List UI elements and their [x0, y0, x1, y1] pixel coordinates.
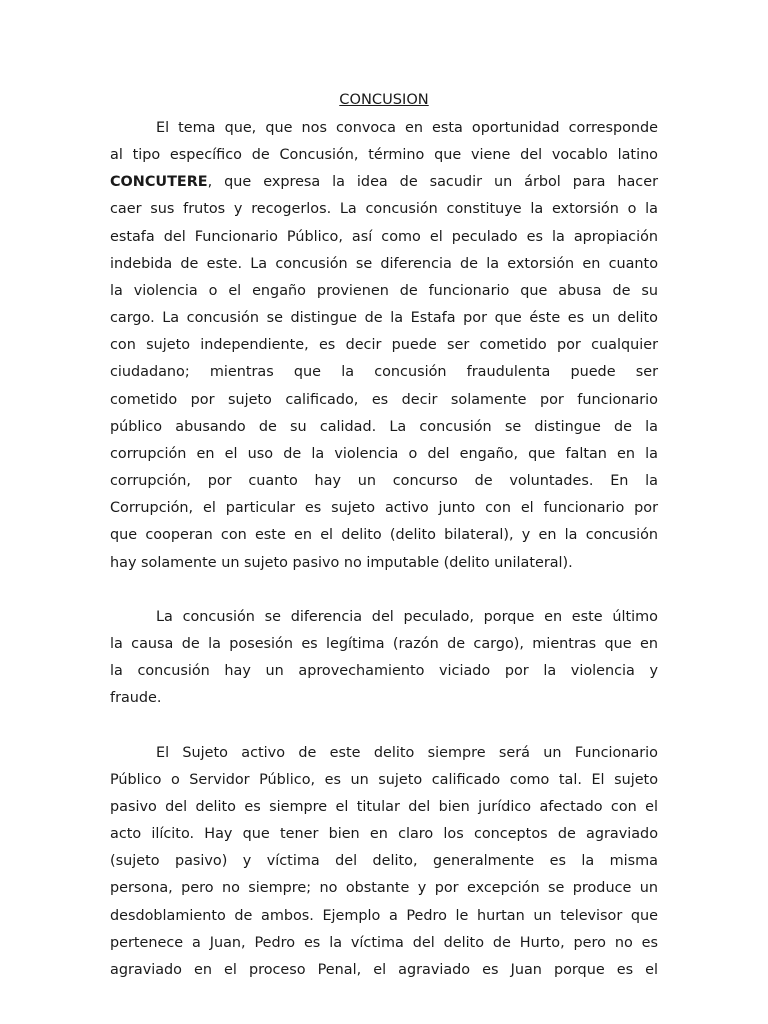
paragraph-line: caer sus frutos y recogerlos. La concusión constituye la extorsión o la: [110, 201, 658, 218]
paragraph-line: fraude.: [110, 690, 162, 707]
paragraph-line: al tipo específico de Concusión, término que viene del vocablo latino: [110, 147, 658, 164]
paragraph-line: desdoblamiento de ambos. Ejemplo a Pedro le hurtan un televisor que: [110, 907, 658, 924]
paragraph-line: la concusión hay un aprovechamiento viciado por la violencia y: [110, 663, 658, 680]
paragraph-line: la causa de la posesión es legítima (razón de cargo), mientras que en: [110, 635, 658, 652]
paragraph-line: El Sujeto activo de este delito siempre será un Funcionario: [156, 744, 658, 761]
paragraph-line: corrupción en el uso de la violencia o del engaño, que faltan en la: [110, 445, 658, 462]
paragraph-line-rest: , que expresa la idea de sacudir un árbol para hacer: [207, 174, 658, 191]
paragraph-line: con sujeto independiente, es decir puede ser cometido por cualquier: [110, 337, 658, 354]
paragraph-line: [110, 169, 658, 196]
paragraph-line: pasivo del delito es siempre el titular del bien jurídico afectado con el: [110, 798, 658, 815]
paragraph-gap: [110, 712, 658, 739]
paragraph-line: persona, pero no siempre; no obstante y por excepción se produce un: [110, 880, 658, 897]
paragraph-line: indebida de este. La concusión se diferencia de la extorsión en cuanto: [110, 255, 658, 272]
document-title: CONCUSION: [339, 91, 429, 108]
paragraph-line: estafa del Funcionario Público, así como el peculado es la apropiación: [110, 228, 658, 245]
document-body: [110, 115, 658, 984]
paragraph-line: (sujeto pasivo) y víctima del delito, generalmente es la misma: [110, 853, 658, 870]
paragraph-line: la violencia o el engaño provienen de funcionario que abusa de su: [110, 282, 658, 299]
emphasized-term: CONCUTERE: [110, 174, 208, 191]
paragraph-line: acto ilícito. Hay que tener bien en claro los conceptos de agraviado: [110, 826, 658, 843]
paragraph-line: agraviado en el proceso Penal, el agraviado es Juan porque es el: [110, 961, 658, 978]
paragraph-line: que cooperan con este en el delito (delito bilateral), y en la concusión: [110, 527, 658, 544]
paragraph-line: Público o Servidor Público, es un sujeto calificado como tal. El sujeto: [110, 771, 658, 788]
paragraph-line: El tema que, que nos convoca en esta oportunidad corresponde: [156, 120, 658, 136]
paragraph-line: pertenece a Juan, Pedro es la víctima del delito de Hurto, pero no es: [110, 934, 658, 951]
paragraph-2: [110, 604, 658, 713]
paragraph-gap: [110, 577, 658, 604]
paragraph-3: [110, 740, 658, 984]
paragraph-line: cargo. La concusión se distingue de la Estafa por que éste es un delito: [110, 310, 658, 327]
paragraph-line: ciudadano; mientras que la concusión fraudulenta puede ser: [110, 364, 658, 381]
paragraph-line: cometido por sujeto calificado, es decir solamente por funcionario: [110, 391, 658, 408]
paragraph-line: La concusión se diferencia del peculado, porque en este último: [156, 608, 658, 625]
paragraph-line: corrupción, por cuanto hay un concurso de voluntades. En la: [110, 473, 658, 490]
paragraph-line: hay solamente un sujeto pasivo no imputable (delito unilateral).: [110, 554, 573, 571]
paragraph-line: Corrupción, el particular es sujeto activo junto con el funcionario por: [110, 500, 658, 517]
paragraph-line: público abusando de su calidad. La concusión se distingue de la: [110, 418, 658, 435]
paragraph-1: [110, 115, 658, 577]
